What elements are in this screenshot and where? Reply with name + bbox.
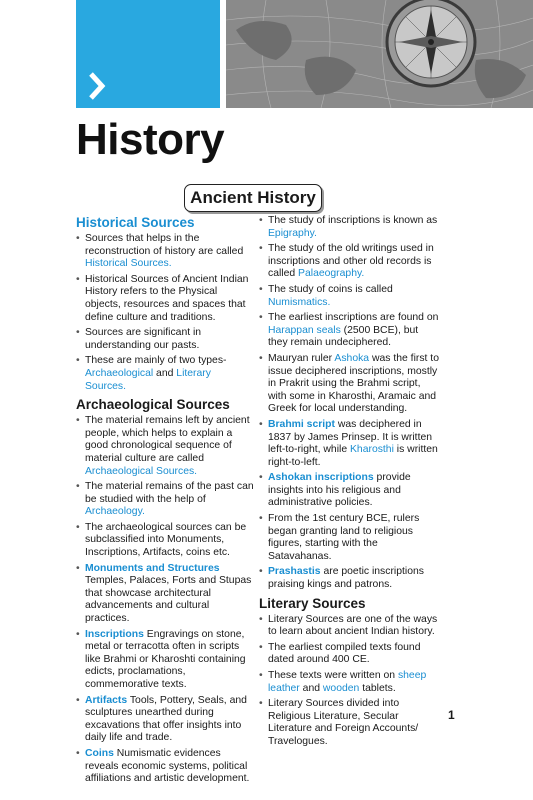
page-number: 1	[448, 708, 455, 722]
list-item: • Literary Sources divided into Religious Literature, Secular Literature and Foreign Accounts/ Travelogues.	[259, 698, 439, 748]
list-item: • Prashastis are poetic inscriptions praising kings and patrons.	[259, 566, 439, 591]
literary-sources-list	[259, 614, 439, 749]
list-item: • The earliest inscriptions are found on Harappan seals (2500 BCE), but they remain undeciphered.	[259, 312, 439, 350]
archaeological-sources-heading: Archaeological Sources	[76, 397, 230, 413]
inscriptions-list	[259, 215, 439, 592]
list-item: • Sources are significant in understanding our pasts.	[76, 327, 254, 352]
list-item: • Sources that helps in the reconstruction of history are called Historical Sources.	[76, 233, 254, 271]
list-item: • Coins Numismatic evidences reveals economic systems, political affiliations and artistic development.	[76, 748, 254, 786]
world-map-compass-image	[226, 0, 533, 108]
list-item: • The study of coins is called Numismatics.	[259, 284, 439, 309]
list-item: • Literary Sources are one of the ways to learn about ancient Indian history.	[259, 614, 439, 639]
chevron-right-icon	[88, 72, 108, 100]
list-item: • Mauryan ruler Ashoka was the first to issue deciphered inscriptions, mostly in Prakrit using the Brahmi script, with some in Kharosthi, Aramaic and Greek for local understanding.	[259, 353, 439, 416]
list-item: • Inscriptions Engravings on stone, metal or terracotta often in scripts like Brahmi or Kharoshti containing edicts, proclamations, commemorative texts.	[76, 629, 254, 692]
list-item: • The earliest compiled texts found dated around 400 CE.	[259, 642, 439, 667]
archaeological-sources-list	[76, 415, 254, 786]
list-item: • These texts were written on sheep leather and wooden tablets.	[259, 670, 439, 695]
literary-sources-heading: Literary Sources	[259, 595, 366, 611]
list-item: • Ashokan inscriptions provide insights into his religious and administrative policies.	[259, 472, 439, 510]
section-heading: Ancient History	[184, 184, 322, 212]
list-item: • Brahmi script was deciphered in 1837 by James Prinsep. It is written left-to-right, while Kharosthi is written right-to-left.	[259, 419, 439, 469]
right-column	[259, 215, 439, 753]
list-item: • The study of the old writings used in inscriptions and other old records is called Palaeography.	[259, 243, 439, 281]
page-title: History	[76, 115, 225, 164]
list-item: • The archaeological sources can be subclassified into Monuments, Inscriptions, Artifacts, coins etc.	[76, 522, 254, 560]
list-item: • Artifacts Tools, Pottery, Seals, and sculptures unearthed during excavations that offer insights into daily life and trade.	[76, 695, 254, 745]
list-item: • From the 1st century BCE, rulers began granting land to religious figures, starting with the Satavahanas.	[259, 513, 439, 563]
list-item: • Historical Sources of Ancient Indian History refers to the Physical objects, resources and spaces that define culture and traditions.	[76, 274, 254, 324]
list-item: • The material remains left by ancient people, which helps to explain a good chronological sequence of material culture are called Archaeological Sources.	[76, 415, 254, 478]
list-item: • The study of inscriptions is known as Epigraphy.	[259, 215, 439, 240]
historical-sources-heading: Historical Sources	[76, 215, 195, 230]
list-item: • Monuments and Structures Temples, Palaces, Forts and Stupas that showcase architectural advancements and cultural practices.	[76, 563, 254, 626]
historical-sources-list	[76, 233, 254, 393]
left-column	[76, 215, 254, 790]
list-item: • The material remains of the past can be studied with the help of Archaeology.	[76, 481, 254, 519]
list-item: • These are mainly of two types- Archaeological and Literary Sources.	[76, 355, 254, 393]
